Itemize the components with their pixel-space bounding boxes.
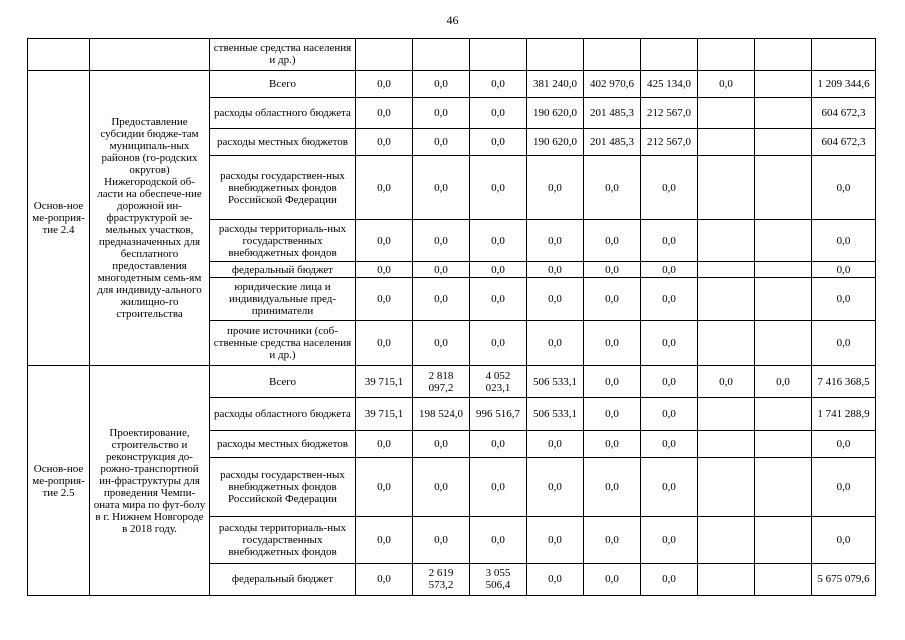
value-cell: [755, 70, 812, 97]
value-cell: [755, 156, 812, 220]
value-cell: 0,0: [413, 128, 470, 156]
value-cell: 0,0: [641, 563, 698, 595]
value-cell: [755, 516, 812, 563]
value-cell: 0,0: [812, 321, 876, 366]
measure-description-cell: Проектирование, строительство и реконструкция до-рожно-транспортной ин-фраструктуры для проведения Чемпи-оната мира по фут-болу в г. Нижнем Новгороде в 2018 году.: [90, 366, 210, 596]
value-cell: 0,0: [356, 220, 413, 262]
value-cell: [698, 563, 755, 595]
budget-table: [27, 38, 876, 596]
value-cell: 201 485,3: [584, 97, 641, 128]
value-cell: [527, 39, 584, 71]
value-cell: 0,0: [413, 97, 470, 128]
value-cell: 2 818 097,2: [413, 366, 470, 398]
value-cell: [755, 398, 812, 431]
value-cell: 0,0: [356, 277, 413, 320]
source-cell: расходы государствен-ных внебюджетных фондов Российской Федерации: [210, 457, 356, 516]
value-cell: 0,0: [641, 156, 698, 220]
value-cell: 0,0: [470, 457, 527, 516]
value-cell: 425 134,0: [641, 70, 698, 97]
value-cell: 0,0: [641, 431, 698, 458]
value-cell: 190 620,0: [527, 128, 584, 156]
source-cell: расходы местных бюджетов: [210, 431, 356, 458]
source-cell: расходы территориаль-ных государственных внебюджетных фондов: [210, 220, 356, 262]
value-cell: 0,0: [470, 156, 527, 220]
value-cell: 0,0: [413, 70, 470, 97]
measure-label-cell: Основ-ное ме-роприя-тие 2.5: [28, 366, 90, 596]
value-cell: 0,0: [356, 563, 413, 595]
value-cell: 0,0: [356, 262, 413, 277]
value-cell: [698, 277, 755, 320]
table-row: [28, 39, 876, 71]
value-cell: 39 715,1: [356, 366, 413, 398]
value-cell: 0,0: [812, 457, 876, 516]
value-cell: 0,0: [812, 220, 876, 262]
value-cell: 0,0: [470, 70, 527, 97]
value-cell: 1 741 288,9: [812, 398, 876, 431]
value-cell: 190 620,0: [527, 97, 584, 128]
value-cell: 212 567,0: [641, 128, 698, 156]
value-cell: 0,0: [698, 366, 755, 398]
value-cell: 0,0: [413, 431, 470, 458]
value-cell: [755, 457, 812, 516]
measure-label-cell: [28, 39, 90, 71]
value-cell: 0,0: [356, 156, 413, 220]
value-cell: [755, 563, 812, 595]
table-row: [28, 366, 876, 398]
source-cell: Всего: [210, 70, 356, 97]
value-cell: [755, 39, 812, 71]
value-cell: 0,0: [413, 457, 470, 516]
value-cell: 212 567,0: [641, 97, 698, 128]
value-cell: 0,0: [641, 321, 698, 366]
source-cell: прочие источники (соб-ственные средства населения и др.): [210, 321, 356, 366]
value-cell: 0,0: [413, 156, 470, 220]
value-cell: 0,0: [527, 156, 584, 220]
value-cell: [698, 262, 755, 277]
value-cell: 201 485,3: [584, 128, 641, 156]
measure-description-cell: Предоставление субсидии бюдже-там муниципаль-ных районов (го-родских округов) Нижегородской об-ласти на обеспече-ние дорожной ин-фраструктурой зе-мельных участков, предназначенных для бесплатного предоставления многодетным семь-ям для индивиду-ального жилищно-го строительства: [90, 70, 210, 365]
value-cell: 0,0: [413, 516, 470, 563]
value-cell: 0,0: [641, 277, 698, 320]
value-cell: [755, 262, 812, 277]
value-cell: 0,0: [641, 366, 698, 398]
value-cell: 2 619 573,2: [413, 563, 470, 595]
value-cell: 0,0: [470, 97, 527, 128]
value-cell: 0,0: [356, 321, 413, 366]
value-cell: 0,0: [527, 457, 584, 516]
value-cell: [698, 321, 755, 366]
value-cell: 0,0: [755, 366, 812, 398]
value-cell: [698, 156, 755, 220]
value-cell: 0,0: [470, 431, 527, 458]
page-number: 46: [446, 13, 459, 27]
value-cell: 0,0: [527, 262, 584, 277]
value-cell: 0,0: [413, 321, 470, 366]
value-cell: 0,0: [584, 366, 641, 398]
source-cell: расходы территориаль-ных государственных внебюджетных фондов: [210, 516, 356, 563]
value-cell: 0,0: [584, 431, 641, 458]
source-cell: расходы местных бюджетов: [210, 128, 356, 156]
measure-label-cell: Основ-ное ме-роприя-тие 2.4: [28, 70, 90, 365]
value-cell: 0,0: [698, 70, 755, 97]
value-cell: 0,0: [812, 277, 876, 320]
value-cell: 0,0: [584, 398, 641, 431]
value-cell: 604 672,3: [812, 97, 876, 128]
source-cell: расходы государствен-ных внебюджетных фондов Российской Федерации: [210, 156, 356, 220]
value-cell: [698, 431, 755, 458]
value-cell: 0,0: [356, 70, 413, 97]
source-cell: расходы областного бюджета: [210, 97, 356, 128]
value-cell: 0,0: [413, 220, 470, 262]
source-cell: юридические лица и индивидуальные пред-приниматели: [210, 277, 356, 320]
value-cell: [755, 128, 812, 156]
source-cell: Всего: [210, 366, 356, 398]
source-cell: федеральный бюджет: [210, 563, 356, 595]
value-cell: 0,0: [584, 220, 641, 262]
value-cell: 0,0: [641, 516, 698, 563]
value-cell: [755, 220, 812, 262]
value-cell: 506 533,1: [527, 398, 584, 431]
value-cell: 0,0: [584, 563, 641, 595]
value-cell: 0,0: [470, 220, 527, 262]
value-cell: 0,0: [584, 516, 641, 563]
value-cell: 0,0: [812, 262, 876, 277]
source-cell: ственные средства населения и др.): [210, 39, 356, 71]
value-cell: 0,0: [584, 457, 641, 516]
value-cell: 0,0: [641, 220, 698, 262]
table-row: [28, 70, 876, 97]
value-cell: 604 672,3: [812, 128, 876, 156]
value-cell: 0,0: [527, 220, 584, 262]
value-cell: [698, 220, 755, 262]
value-cell: [698, 516, 755, 563]
value-cell: 39 715,1: [356, 398, 413, 431]
value-cell: 5 675 079,6: [812, 563, 876, 595]
description-cell: [90, 39, 210, 71]
value-cell: 0,0: [641, 457, 698, 516]
value-cell: 0,0: [641, 398, 698, 431]
value-cell: 0,0: [470, 516, 527, 563]
value-cell: [755, 277, 812, 320]
value-cell: 506 533,1: [527, 366, 584, 398]
value-cell: [698, 128, 755, 156]
value-cell: 0,0: [584, 262, 641, 277]
value-cell: 0,0: [470, 321, 527, 366]
value-cell: 0,0: [527, 277, 584, 320]
value-cell: 3 055 506,4: [470, 563, 527, 595]
value-cell: 0,0: [470, 128, 527, 156]
value-cell: 0,0: [527, 563, 584, 595]
value-cell: 0,0: [584, 321, 641, 366]
value-cell: 0,0: [470, 277, 527, 320]
value-cell: [584, 39, 641, 71]
value-cell: 0,0: [356, 128, 413, 156]
value-cell: 0,0: [812, 156, 876, 220]
source-cell: федеральный бюджет: [210, 262, 356, 277]
value-cell: 0,0: [812, 516, 876, 563]
value-cell: [755, 431, 812, 458]
value-cell: 0,0: [584, 156, 641, 220]
value-cell: 0,0: [584, 277, 641, 320]
value-cell: 0,0: [527, 321, 584, 366]
value-cell: [698, 39, 755, 71]
value-cell: 198 524,0: [413, 398, 470, 431]
value-cell: 0,0: [527, 431, 584, 458]
value-cell: [356, 39, 413, 71]
value-cell: 0,0: [356, 457, 413, 516]
value-cell: [698, 97, 755, 128]
value-cell: 0,0: [413, 262, 470, 277]
value-cell: 996 516,7: [470, 398, 527, 431]
value-cell: 4 052 023,1: [470, 366, 527, 398]
value-cell: 0,0: [413, 277, 470, 320]
value-cell: [812, 39, 876, 71]
value-cell: 0,0: [356, 431, 413, 458]
value-cell: [755, 321, 812, 366]
value-cell: [698, 398, 755, 431]
value-cell: 1 209 344,6: [812, 70, 876, 97]
value-cell: 0,0: [356, 97, 413, 128]
budget-table-body: [28, 39, 876, 596]
value-cell: 0,0: [356, 516, 413, 563]
value-cell: [413, 39, 470, 71]
value-cell: 0,0: [812, 431, 876, 458]
value-cell: [755, 97, 812, 128]
value-cell: 0,0: [527, 516, 584, 563]
value-cell: 402 970,6: [584, 70, 641, 97]
value-cell: [641, 39, 698, 71]
source-cell: расходы областного бюджета: [210, 398, 356, 431]
value-cell: 0,0: [470, 262, 527, 277]
value-cell: [470, 39, 527, 71]
value-cell: 7 416 368,5: [812, 366, 876, 398]
value-cell: 0,0: [641, 262, 698, 277]
value-cell: [698, 457, 755, 516]
value-cell: 381 240,0: [527, 70, 584, 97]
